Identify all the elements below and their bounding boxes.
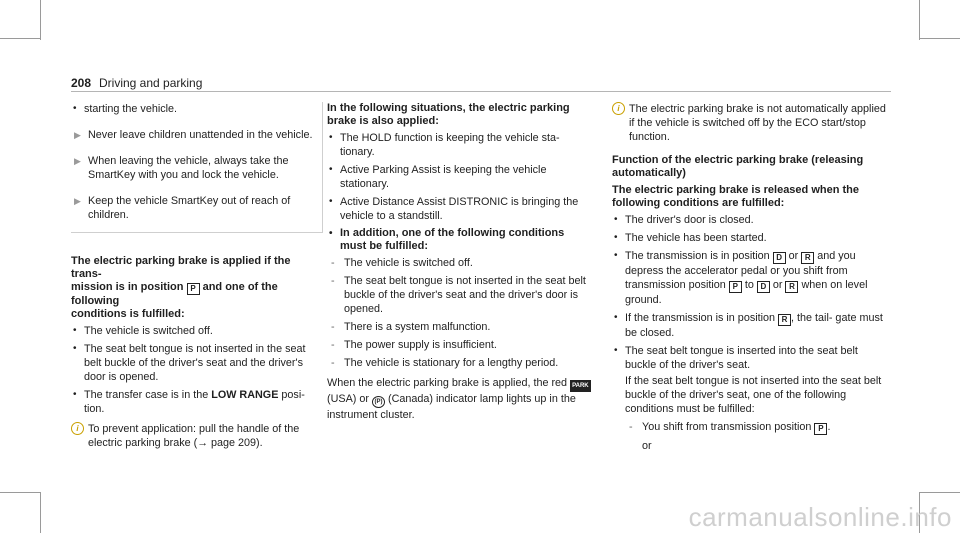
dash-item: - The power supply is insufficient. bbox=[331, 339, 497, 351]
list-item: • The vehicle is switched off. bbox=[73, 325, 213, 337]
arrow-right-icon: ▶ bbox=[74, 196, 81, 206]
dash-item: - The vehicle is switched off. bbox=[331, 257, 473, 269]
section-title: Driving and parking bbox=[99, 76, 203, 90]
crop-mark bbox=[920, 38, 960, 39]
dash-item: - The seat belt tongue is not inserted in the seat belt buckle of the driver's seat and the driver's door is opened. bbox=[331, 275, 586, 315]
list-item: • Active Parking Assist is keeping the vehicle stationary. bbox=[329, 164, 547, 190]
warning-arrow-item: ▶ Never leave children unattended in the vehicle. bbox=[74, 129, 313, 141]
info-note: i The electric parking brake is not automatically applied if the vehicle is switched off by the ECO start/stop function. bbox=[612, 102, 887, 144]
bullet-icon: • bbox=[329, 228, 333, 239]
transmission-p-icon: P bbox=[729, 281, 742, 293]
list-item: • The vehicle has been started. bbox=[614, 232, 767, 244]
bullet-icon: • bbox=[614, 250, 618, 261]
low-range-label: LOW RANGE bbox=[211, 389, 279, 401]
bullet-icon: • bbox=[614, 214, 618, 225]
section-heading: In the following situations, the electric parking brake is also applied: bbox=[327, 102, 570, 127]
crop-mark bbox=[919, 0, 920, 40]
or-text: or bbox=[642, 440, 652, 452]
dash-item: - The vehicle is stationary for a lengthy period. bbox=[331, 357, 559, 369]
list-item: • In addition, one of the following conditions must be fulfilled: bbox=[329, 227, 565, 252]
page-number: 208 bbox=[71, 76, 92, 90]
transmission-r-icon: R bbox=[778, 314, 791, 326]
warning-arrow-item: ▶ Keep the vehicle SmartKey out of reach of children. bbox=[74, 195, 291, 221]
column-middle bbox=[327, 102, 592, 422]
transmission-p-icon: P bbox=[187, 283, 200, 295]
section-heading: Function of the electric parking brake (releasing automatically) bbox=[612, 154, 864, 179]
paragraph: If the seat belt tongue is not inserted into the seat belt buckle of the driver's seat, one of the following conditions must be fulfilled: bbox=[625, 375, 882, 415]
warning-box bbox=[71, 102, 323, 233]
list-item: • The transmission is in position D or R and you depress the accelerator pedal or you shift from transmission position P to D or R when on level ground. bbox=[614, 250, 868, 306]
canada-park-indicator-icon: (P) bbox=[372, 396, 385, 408]
section-subheading: The electric parking brake is released when the following conditions are fulfilled: bbox=[612, 184, 859, 209]
bullet-icon: • bbox=[73, 389, 77, 400]
transmission-p-icon: P bbox=[814, 423, 827, 435]
paragraph: When the electric parking brake is applied, the red PARK (USA) or (P) (Canada) indicator lamp lights up in the instrument cluster. bbox=[327, 377, 589, 421]
bullet-icon: • bbox=[614, 345, 618, 356]
arrow-right-icon: ▶ bbox=[74, 130, 81, 140]
crop-mark bbox=[40, 0, 41, 40]
crop-mark bbox=[0, 492, 40, 493]
list-item: • The driver's door is closed. bbox=[614, 214, 754, 226]
transmission-r-icon: R bbox=[801, 252, 814, 264]
list-item: • The seat belt tongue is inserted into the seat belt buckle of the driver's seat. bbox=[614, 345, 858, 371]
bullet-icon: • bbox=[73, 343, 77, 354]
transmission-d-icon: D bbox=[757, 281, 770, 293]
column-right bbox=[612, 102, 887, 453]
crop-mark bbox=[920, 492, 960, 493]
crop-mark bbox=[0, 38, 40, 39]
header-rule bbox=[71, 91, 891, 92]
warning-arrow-item: ▶ When leaving the vehicle, always take the SmartKey with you and lock the vehicle. bbox=[74, 155, 289, 181]
bullet-icon: • bbox=[329, 196, 333, 207]
transmission-r-icon: R bbox=[785, 281, 798, 293]
bullet-icon: • bbox=[614, 312, 618, 323]
column-left bbox=[71, 102, 324, 460]
list-item: • The seat belt tongue is not inserted in the seat belt buckle of the driver's seat and the driver's door is opened. bbox=[73, 343, 306, 383]
page-header bbox=[71, 76, 891, 90]
crop-mark bbox=[40, 492, 41, 533]
section-heading: The electric parking brake is applied if the trans- mission is in position P and one of the following conditions is fulfilled: bbox=[71, 255, 291, 320]
dash-item: - There is a system malfunction. bbox=[331, 321, 491, 333]
dash-item: - You shift from transmission position P . bbox=[629, 421, 831, 433]
info-note: i To prevent application: pull the handle of the electric parking brake (→ page 209). bbox=[71, 422, 324, 450]
arrow-right-icon: ▶ bbox=[74, 156, 81, 166]
bullet-icon: • bbox=[73, 103, 77, 114]
transmission-d-icon: D bbox=[773, 252, 786, 264]
info-icon: i bbox=[612, 102, 625, 115]
bullet-icon: • bbox=[329, 164, 333, 175]
bullet-icon: • bbox=[329, 132, 333, 143]
park-indicator-icon: PARK bbox=[570, 380, 591, 392]
bullet-icon: • bbox=[73, 325, 77, 336]
list-item: • The transfer case is in the LOW RANGE posi- tion. bbox=[73, 389, 305, 415]
list-item: • Active Distance Assist DISTRONIC is bringing the vehicle to a standstill. bbox=[329, 196, 579, 222]
list-item: • The HOLD function is keeping the vehicle sta- tionary. bbox=[329, 132, 560, 158]
list-item: • starting the vehicle. bbox=[73, 103, 178, 115]
watermark: carmanualsonline.info bbox=[688, 502, 952, 532]
info-icon: i bbox=[71, 422, 84, 435]
list-item: • If the transmission is in position R , the tail- gate must be closed. bbox=[614, 312, 883, 339]
bullet-icon: • bbox=[614, 232, 618, 243]
